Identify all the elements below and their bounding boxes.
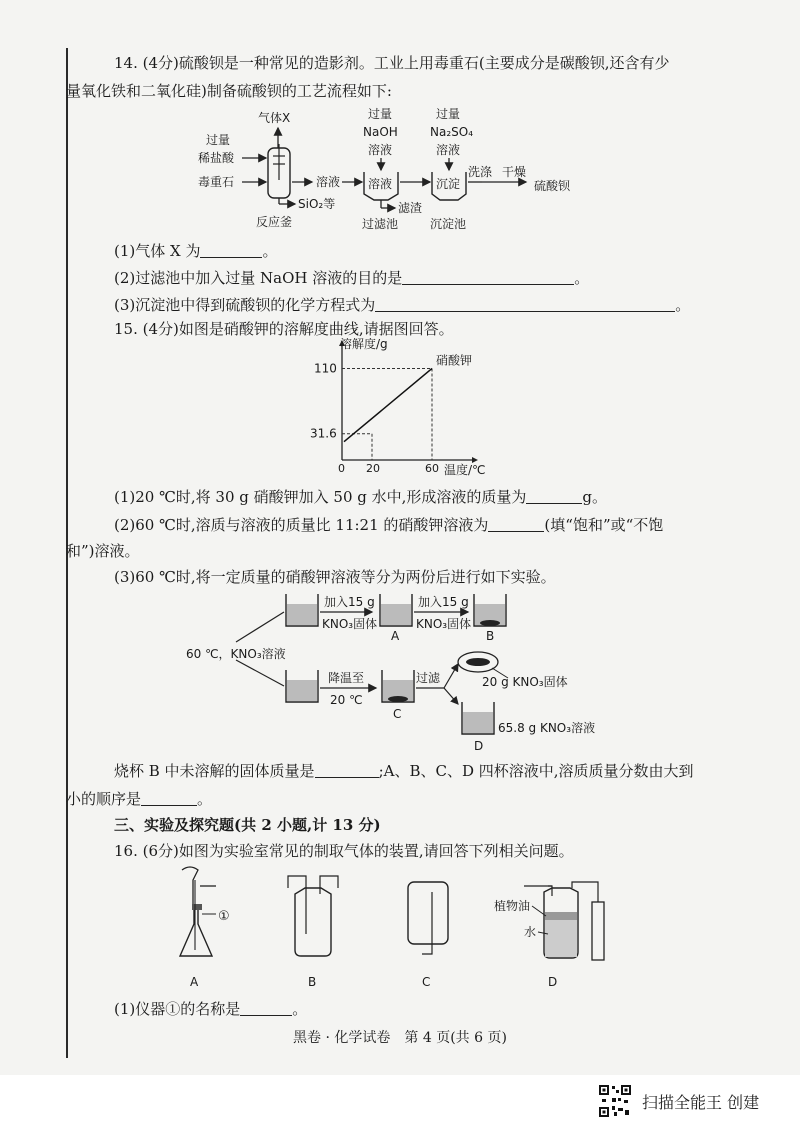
page-footer: 黑卷 · 化学试卷 第 4 页(共 6 页) (293, 1030, 507, 1046)
answer-blank[interactable] (488, 516, 544, 532)
dry-label: 干燥 (502, 165, 527, 179)
beaker-a-label: A (391, 629, 400, 643)
answer-blank[interactable] (402, 269, 574, 285)
scanner-watermark (598, 1084, 788, 1118)
answer-blank[interactable] (375, 296, 675, 312)
beaker-c-label: C (393, 707, 402, 721)
answer-blank[interactable] (200, 242, 262, 258)
q16-apparatus-diagram (160, 862, 630, 992)
apparatus-c-collector (408, 882, 448, 954)
naoh-label-1: 过量 (368, 107, 393, 121)
q16-line1: 16. (6分)如图为实验室常见的制取气体的装置,请回答下列相关问题。 (114, 842, 574, 860)
apparatus-b-gas-bottle (288, 876, 338, 956)
answer-blank[interactable] (526, 488, 582, 504)
q14-sub2: (2)过滤池中加入过量 NaOH 溶液的目的是 。 (114, 269, 590, 287)
q14-line2: 量氧化铁和二氧化硅)制备硫酸钡的工艺流程如下: (66, 82, 392, 100)
y-axis-label: 溶解度/g (340, 338, 388, 351)
ore-label: 毒重石 (198, 175, 235, 189)
beaker-d-label: D (474, 739, 484, 753)
product-label: 硫酸钡 (534, 179, 571, 193)
solution-d-label: 65.8 g KNO₃溶液 (498, 721, 596, 735)
apparatus-c-label: C (422, 975, 431, 989)
apparatus-a-label: A (190, 975, 199, 989)
precip-box-label: 沉淀 (436, 177, 461, 191)
filter-box-label: 溶液 (368, 177, 393, 191)
apparatus-b-label: B (308, 975, 317, 989)
naoh-label-3: 溶液 (368, 143, 393, 157)
na2so4-label-3: 溶液 (436, 143, 461, 157)
x-tick-0: 0 (338, 462, 345, 475)
answer-blank[interactable] (315, 762, 379, 778)
q14-sub1: (1)气体 X 为 。 (114, 242, 278, 260)
solid-label: 20 g KNO₃固体 (482, 675, 568, 689)
reactor-vessel (268, 144, 290, 204)
add1-label-1: 加入15 g (324, 595, 375, 609)
precip-pool-label: 沉淀池 (430, 217, 467, 231)
apparatus-d-label: D (548, 975, 558, 989)
q14-line1: 14. (4分)硫酸钡是一种常见的造影剂。工业上用毒重石(主要成分是碳酸钡,还含有少 (114, 54, 670, 72)
beaker-initial-bottom (286, 670, 318, 702)
x-tick-60: 60 (425, 462, 439, 475)
q15-sub2-line2: 和”)溶液。 (66, 542, 140, 560)
q14-process-flow-diagram (190, 104, 610, 234)
q15-final1: 烧杯 B 中未溶解的固体质量是 ;A、B、C、D 四杯溶液中,溶质质量分数由大到 (114, 762, 694, 780)
oil-label: 植物油 (494, 899, 531, 913)
q15-sub3: (3)60 ℃时,将一定质量的硝酸钾溶液等分为两份后进行如下实验。 (114, 568, 556, 586)
y-tick-110: 110 (314, 361, 337, 376)
beaker-initial-top (286, 594, 318, 626)
wash-label: 洗涤 (468, 165, 493, 179)
na2so4-label-1: 过量 (436, 107, 461, 121)
q15-line1: 15. (4分)如图是硝酸钾的溶解度曲线,请据图回答。 (114, 320, 454, 338)
q15-sub2: (2)60 ℃时,溶质与溶液的质量比 11:21 的硝酸钾溶液为 (填“饱和”或“不饱 (114, 516, 664, 534)
water-label: 水 (524, 925, 537, 939)
circle-1-label: ① (218, 909, 230, 924)
series-label: 硝酸钾 (436, 353, 473, 368)
kno3-curve (344, 368, 432, 441)
x-axis-label: 温度/℃ (444, 463, 486, 477)
residue-label: 滤渣 (398, 201, 423, 215)
answer-blank[interactable] (240, 1000, 292, 1016)
beaker-b-label: B (486, 629, 495, 643)
apparatus-a-flask (180, 867, 216, 956)
solution-label: 溶液 (316, 175, 341, 189)
beaker-a (380, 594, 412, 626)
acid-label-2: 稀盐酸 (198, 151, 235, 165)
qr-code-icon (598, 1084, 632, 1118)
add2-label-1: 加入15 g (418, 595, 469, 609)
section-3-heading: 三、实验及探究题(共 2 小题,计 13 分) (114, 816, 381, 834)
gas-x-label: 气体X (258, 111, 291, 125)
answer-blank[interactable] (141, 790, 197, 806)
cool-label-1: 降温至 (328, 671, 365, 685)
add2-label-2: KNO₃固体 (416, 617, 472, 631)
q16-sub1: (1)仪器①的名称是 。 (114, 1000, 308, 1018)
filter-pool-label: 过滤池 (362, 217, 399, 231)
acid-label-1: 过量 (206, 133, 231, 147)
naoh-label-2: NaOH (363, 125, 398, 139)
beaker-b (474, 594, 506, 626)
x-tick-20: 20 (366, 462, 380, 475)
q14-sub3: (3)沉淀池中得到硫酸钡的化学方程式为 。 (114, 296, 691, 314)
q15-sub1: (1)20 ℃时,将 30 g 硝酸钾加入 50 g 水中,形成溶液的质量为 g。 (114, 488, 608, 506)
beaker-d (462, 702, 494, 734)
cool-label-2: 20 ℃ (330, 693, 363, 707)
na2so4-label-2: Na₂SO₄ (430, 125, 474, 139)
beaker-c (382, 670, 414, 702)
solubility-chart (300, 338, 500, 478)
add1-label-2: KNO₃固体 (322, 617, 378, 631)
q15-final2: 小的顺序是 。 (66, 790, 213, 808)
y-tick-31-6: 31.6 (310, 426, 337, 441)
apparatus-d-measurement (524, 882, 604, 960)
sio2-label: SiO₂等 (298, 197, 336, 211)
start-solution-label: 60 ℃，KNO₃溶液 (186, 647, 286, 661)
filter-label: 过滤 (416, 671, 441, 685)
reactor-label: 反应釜 (256, 215, 293, 229)
q15-experiment-diagram (186, 590, 606, 756)
watermark-text: 扫描全能王 创建 (642, 1093, 760, 1112)
